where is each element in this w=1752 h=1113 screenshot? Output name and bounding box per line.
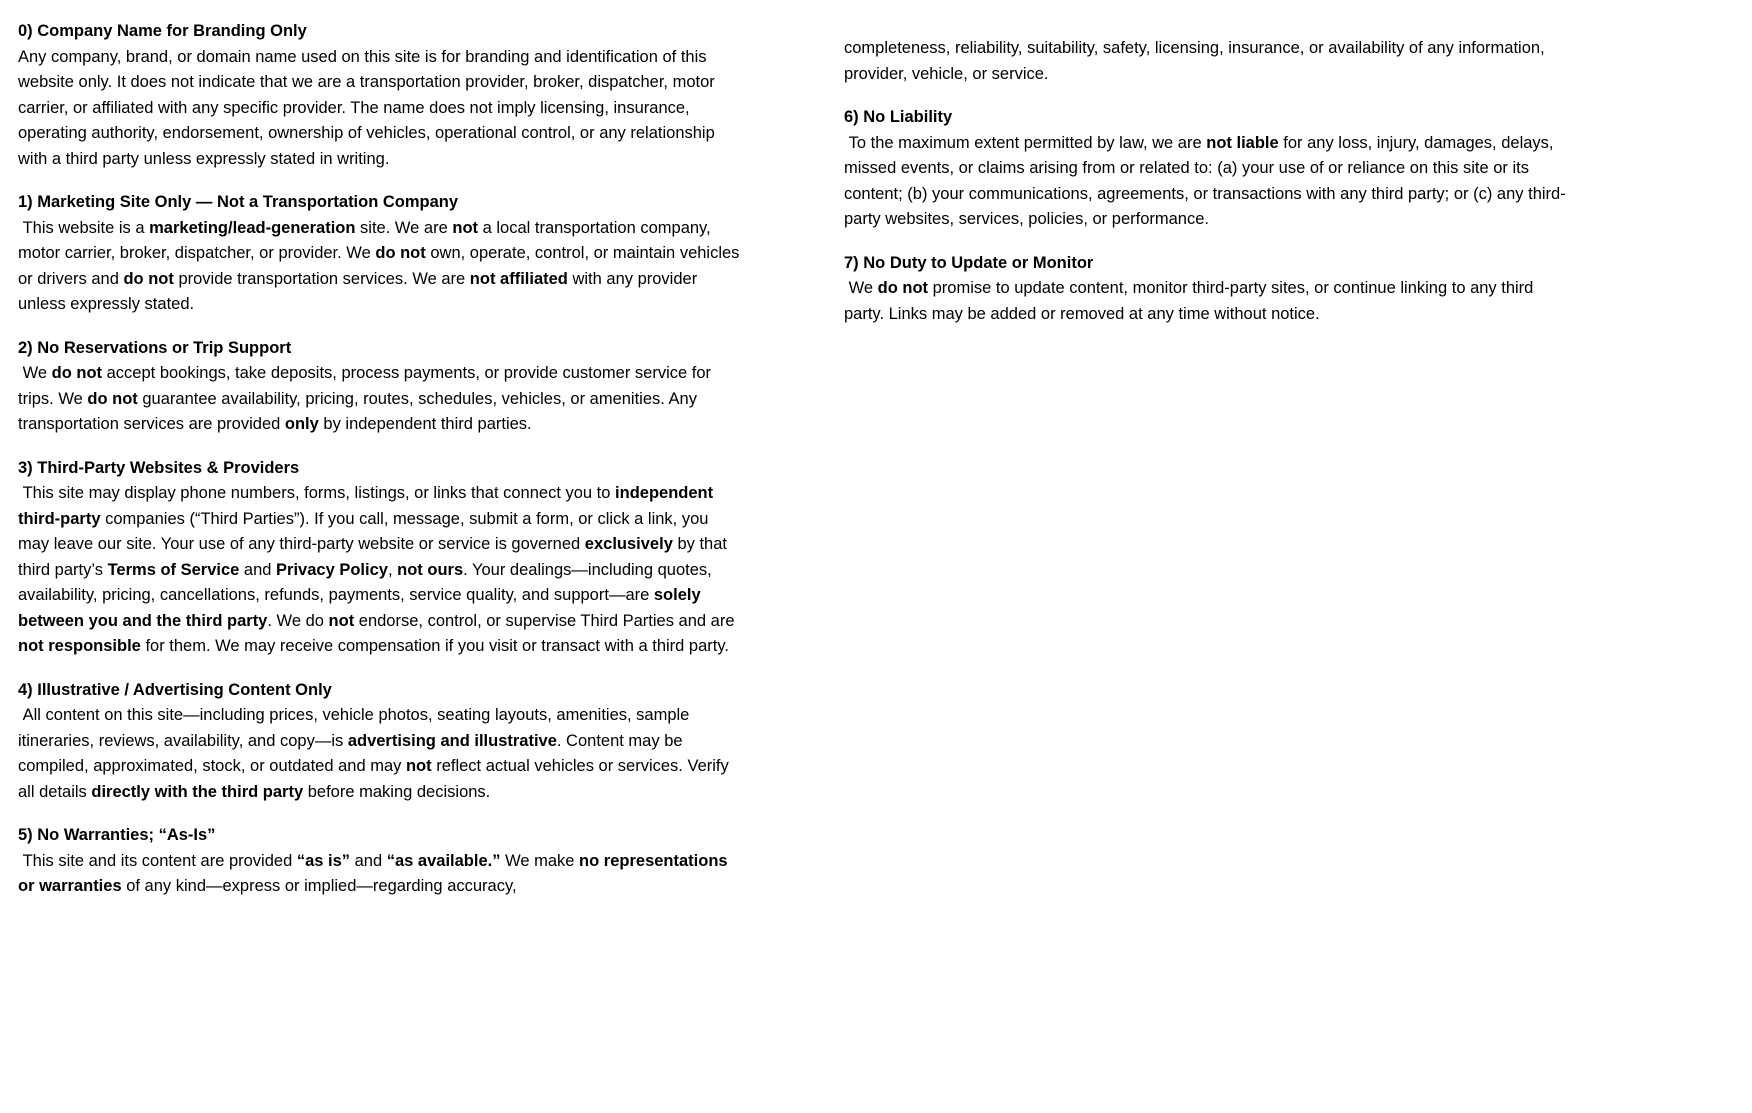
emphasis-text: do not: [51, 364, 103, 382]
body-text: We make: [500, 851, 580, 870]
body-text: own, operate, control, or maintain vehicles or drivers and: [18, 244, 745, 288]
body-text: . Your dealings—including quotes, availability, pricing, cancellations, refunds, payments, service quality, and support—are: [18, 560, 717, 604]
column-left: [18, 19, 745, 1113]
body-text: This site may display phone numbers, forms, listings, or links that connect you to: [18, 484, 616, 502]
emphasis-text: “as available.”: [386, 851, 501, 870]
section-heading: 4) Illustrative / Advertising Content Only: [18, 680, 332, 699]
section-body: [18, 703, 740, 805]
body-text: Any company, brand, or domain name used on this site is for branding and identification of this website only. It does not indicate that we are a transportation provider, broker, dispatcher, motor carrier, or affiliated with any specific provider. The name does not imply licensing, insurance, operating authority, endorsement, ownership of vehicles, operational control, or any relationship with a third party unless expressly stated in writing.: [18, 47, 720, 168]
section-body: [18, 216, 745, 318]
emphasis-text: directly with the third party: [91, 782, 304, 801]
body-text: We: [18, 364, 52, 382]
section-heading: 7) No Duty to Update or Monitor: [844, 253, 1094, 272]
body-text: reflect actual vehicles or services. Verify all details: [18, 757, 734, 801]
body-text: a local transportation company, motor carrier, broker, dispatcher, or provider. We: [18, 218, 716, 262]
body-text: with any provider unless expressly stated.: [18, 269, 702, 313]
section-heading: 2) No Reservations or Trip Support: [18, 338, 292, 357]
body-text: promise to update content, monitor third-party sites, or continue linking to any third party. Links may be added or removed at any time without notice.: [844, 279, 1538, 323]
section-body: [844, 276, 1566, 327]
section-heading: 6) No Liability: [844, 108, 953, 126]
disclaimer-section: [844, 36, 1566, 87]
body-text: guarantee availability, pricing, routes, schedules, vehicles, or amenities. Any transportation services are provided: [18, 389, 702, 433]
emphasis-text: do not: [375, 244, 426, 262]
body-text: . We do: [267, 611, 329, 630]
emphasis-text: “as is”: [296, 851, 351, 870]
body-text: for any loss, injury, damages, delays, missed events, or claims arising from or related to: (a) your use of or reliance on this site or its content; (b) your communications, agreements, or transactions with any third party; or (c) any third-party websites, services, policies, or performance.: [844, 133, 1566, 228]
body-text: All content on this site—including prices, vehicle photos, seating layouts, amenities, sample itineraries, reviews, availability, and copy—is: [18, 706, 694, 750]
body-text: before making decisions.: [303, 782, 491, 801]
section-body: [18, 481, 740, 660]
body-text: and: [350, 851, 387, 870]
section-body: [18, 849, 740, 900]
body-text: We: [844, 279, 878, 297]
section-body: [18, 45, 740, 173]
section-body: [844, 131, 1566, 233]
column-right: [844, 36, 1566, 1113]
emphasis-text: marketing/lead-generation: [149, 218, 356, 237]
section-heading: 0) Company Name for Branding Only: [18, 22, 307, 40]
emphasis-text: not: [452, 218, 479, 237]
emphasis-text: do not: [123, 269, 174, 288]
disclaimer-section: [18, 19, 740, 172]
body-text: completeness, reliability, suitability, safety, licensing, insurance, or availability of any information, provider, vehicle, or service.: [844, 39, 1550, 83]
emphasis-text: not responsible: [18, 637, 141, 655]
disclaimer-section: [18, 336, 740, 438]
section-heading: 3) Third-Party Websites & Providers: [18, 458, 300, 477]
emphasis-text: no representations or warranties: [18, 851, 733, 895]
section-heading: 1) Marketing Site Only — Not a Transportation Company: [18, 193, 459, 211]
emphasis-text: only: [284, 415, 319, 433]
body-text: ,: [387, 560, 398, 579]
emphasis-text: not ours: [397, 560, 464, 579]
body-text: by independent third parties.: [318, 415, 532, 433]
emphasis-text: not affiliated: [469, 269, 568, 288]
body-text: To the maximum extent permitted by law, we are: [844, 133, 1207, 152]
body-text: endorse, control, or supervise Third Parties and are: [354, 611, 740, 630]
disclaimer-section: [18, 456, 740, 660]
emphasis-text: independent third-party: [18, 484, 718, 528]
disclaimer-section: [844, 105, 1566, 233]
body-text: This website is a: [18, 218, 150, 237]
emphasis-text: exclusively: [584, 535, 673, 553]
section-body-continuation: [844, 36, 1566, 87]
emphasis-text: Terms of Service: [107, 560, 240, 579]
section-heading: 5) No Warranties; “As-Is”: [18, 826, 216, 844]
body-text: companies (“Third Parties”). If you call, message, submit a form, or click a link, you may leave our site. Your use of any third-party website or service is governed: [18, 509, 714, 553]
body-text: of any kind—express or implied—regarding accuracy,: [121, 877, 517, 895]
emphasis-text: Privacy Policy: [276, 560, 388, 579]
emphasis-text: not: [405, 757, 432, 775]
body-text: for them. We may receive compensation if you visit or transact with a third party.: [140, 637, 729, 655]
emphasis-text: advertising and illustrative: [347, 731, 557, 750]
body-text: site. We are: [355, 218, 453, 237]
body-text: accept bookings, take deposits, process payments, or provide customer service for trips. We: [18, 364, 716, 408]
body-text: . Content may be compiled, approximated, stock, or outdated and may: [18, 731, 688, 775]
body-text: and: [239, 560, 277, 579]
disclaimer-section: [18, 678, 740, 806]
section-body: [18, 361, 740, 438]
disclaimer-section: [844, 251, 1566, 328]
emphasis-text: solely between you and the third party: [18, 586, 706, 630]
emphasis-text: not liable: [1206, 133, 1279, 152]
emphasis-text: do not: [877, 279, 929, 297]
body-text: by that third party’s: [18, 535, 732, 579]
emphasis-text: do not: [87, 389, 138, 408]
disclaimer-section: [18, 190, 745, 318]
disclaimer-section: [18, 823, 740, 900]
body-text: This site and its content are provided: [18, 851, 297, 870]
body-text: provide transportation services. We are: [173, 269, 470, 288]
emphasis-text: not: [328, 611, 355, 630]
